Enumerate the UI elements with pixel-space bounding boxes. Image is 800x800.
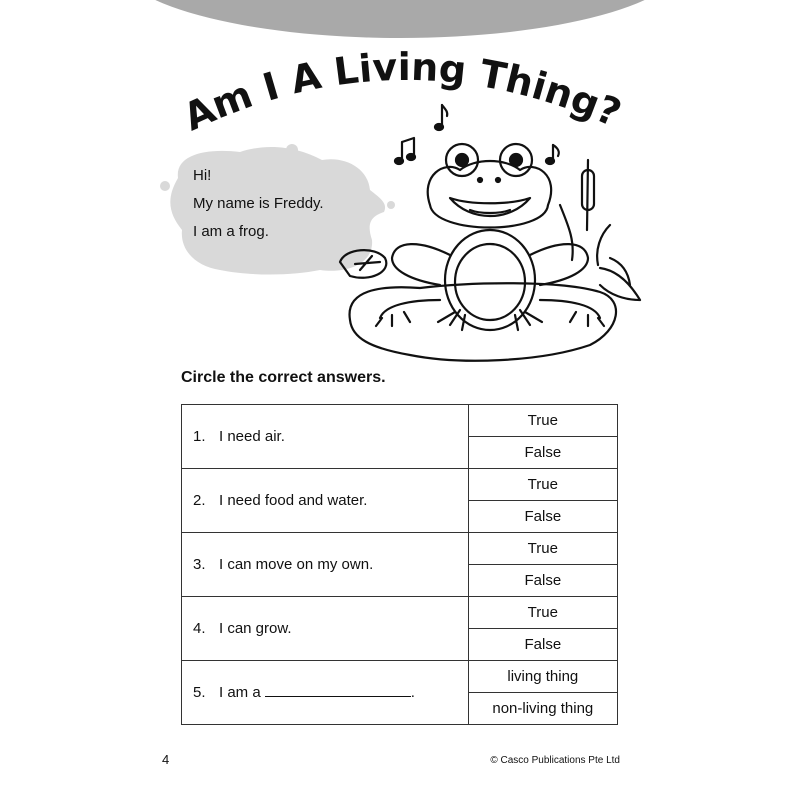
table-row [182,405,618,437]
cattail-plant [560,160,640,300]
question-text: I can move on my own. [219,556,374,573]
answer-option[interactable]: False [468,501,617,533]
question-cell [182,405,469,469]
instruction-text: Circle the correct answers. [181,369,386,386]
question-text: I need air. [219,428,285,445]
question-text-end: . [410,684,415,701]
speech-line: My name is Freddy. [193,195,324,212]
answer-option[interactable]: True [468,597,617,629]
page-number: 4 [162,752,170,767]
question-cell [182,597,469,661]
fill-in-blank[interactable] [265,684,411,697]
answer-option[interactable]: True [468,533,617,565]
page-title: Am I A Living Thing? [176,44,628,140]
copyright-text: © Casco Publications Pte Ltd [490,755,620,766]
answer-option[interactable]: False [468,629,617,661]
question-number: 1. [193,428,206,445]
answer-option[interactable]: False [468,565,617,597]
question-text: I need food and water. [219,492,368,509]
table-row [182,533,618,565]
music-note-icon [395,138,415,164]
speech-line: I am a frog. [193,223,269,240]
music-note-icon [435,105,447,130]
question-cell [182,533,469,597]
music-note-icon [546,145,559,164]
question-number: 4. [193,620,206,637]
answer-option[interactable]: False [468,437,617,469]
lily-pad [350,283,616,360]
answer-option[interactable]: living thing [468,661,617,693]
quiz-table [181,404,618,725]
question-text: I can grow. [219,620,292,637]
table-row [182,661,618,693]
question-number: 3. [193,556,206,573]
answer-option[interactable]: True [468,405,617,437]
question-text: I am a [219,684,261,701]
question-cell [182,469,469,533]
speech-line: Hi! [193,167,212,184]
answer-option[interactable]: True [468,469,617,501]
question-cell [182,661,469,725]
table-row [182,597,618,629]
frog-illustration [0,0,800,380]
table-row [182,469,618,501]
question-number: 5. [193,684,206,701]
question-number: 2. [193,492,206,509]
answer-option[interactable]: non-living thing [468,693,617,725]
